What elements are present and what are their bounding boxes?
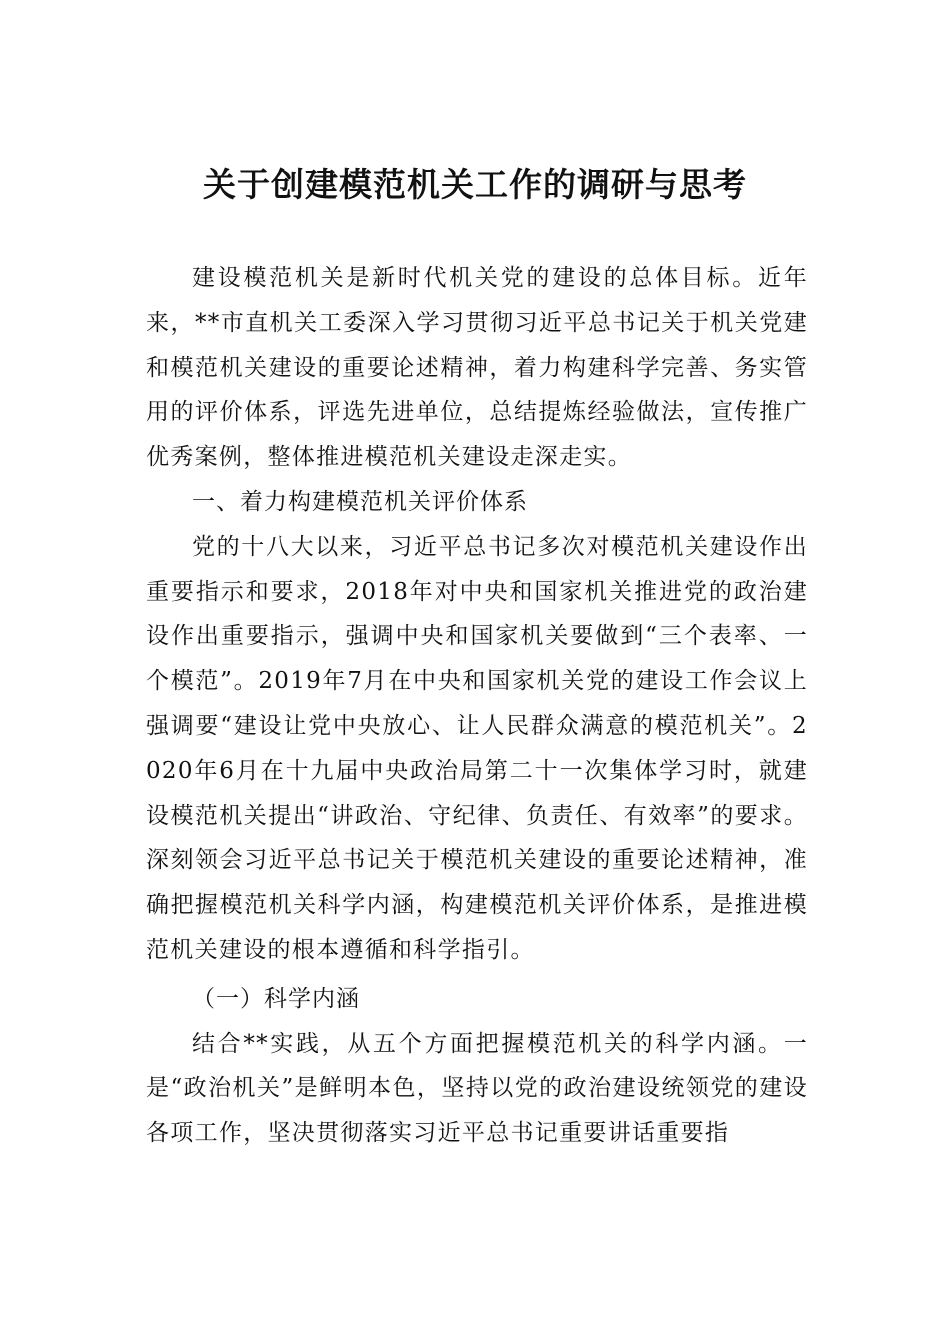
subsection-1-paragraph: 结合**实践，从五个方面把握模范机关的科学内涵。一是“政治机关”是鲜明本色，坚持以党的政治建设统领党的建设各项工作，坚决贯彻落实习近平总书记重要讲话重要指 — [146, 1030, 808, 1147]
document-body — [146, 256, 808, 1156]
section-1-heading: 一、着力构建模范机关评价体系 — [192, 488, 528, 515]
subsection-1-heading: （一）科学内涵 — [192, 985, 360, 1012]
section-1-paragraph: 党的十八大以来，习近平总书记多次对模范机关建设作出重要指示和要求，2018年对中央和国家机关推进党的政治建设作出重要指示，强调中央和国家机关要做到“三个表率、一个模范”。2019年7月在中央和国家机关党的建设工作会议上强调要“建设让党中央放心、让人民群众满意的模范机关”。2020年6月在十九届中央政治局第二十一次集体学习时，就建设模范机关提出“讲政治、守纪律、负责任、有效率”的要求。深刻领会习近平总书记关于模范机关建设的重要论述精神，准确把握模范机关科学内涵，构建模范机关评价体系，是推进模范机关建设的根本遵循和科学指引。 — [146, 533, 808, 963]
document-title: 关于创建模范机关工作的调研与思考 — [203, 165, 747, 204]
intro-paragraph: 建设模范机关是新时代机关党的建设的总体目标。近年来，**市直机关工委深入学习贯彻习近平总书记关于机关党建和模范机关建设的重要论述精神，着力构建科学完善、务实管用的评价体系，评选先进单位，总结提炼经验做法，宣传推广优秀案例，整体推进模范机关建设走深走实。 — [146, 265, 808, 471]
